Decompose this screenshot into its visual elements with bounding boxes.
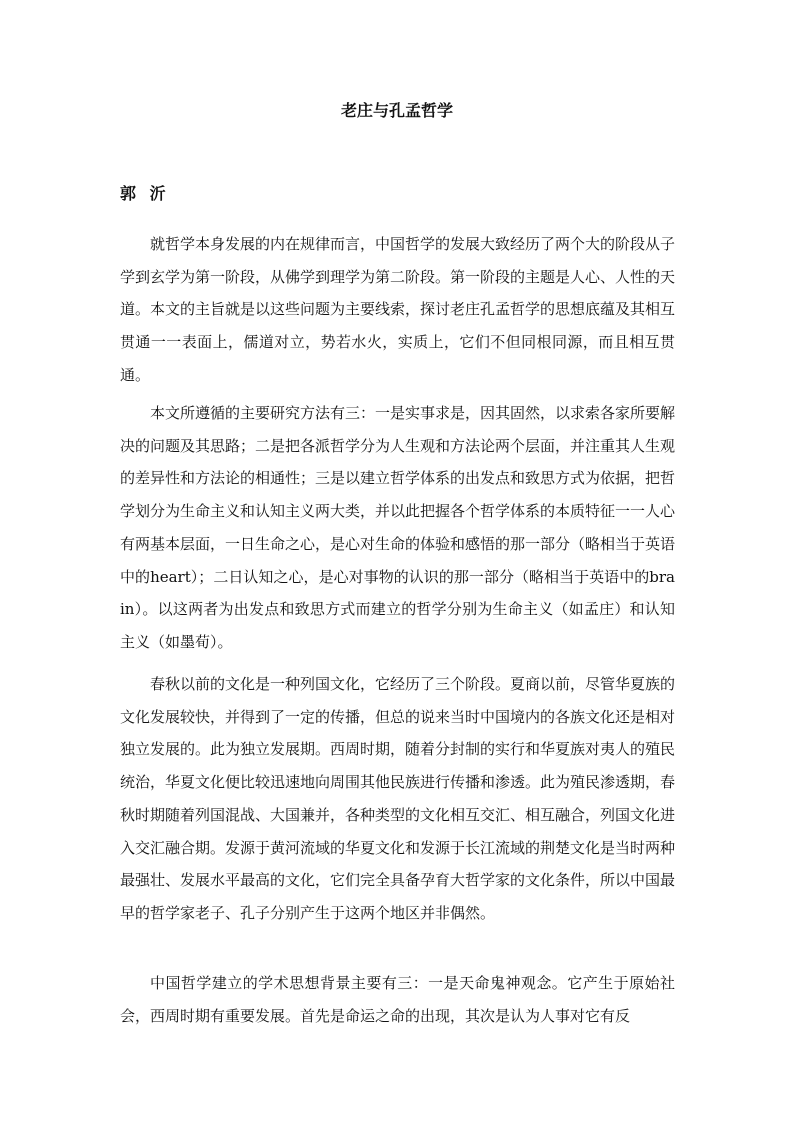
paragraph-3: 春秋以前的文化是一种列国文化，它经历了三个阶段。夏商以前，尽管华夏族的文化发展较快，并得到了一定的传播，但总的说来当时中国境内的各族文化还是相对独立发展的。此为独立发展期。西周时期，随着分封制的实行和华夏族对夷人的殖民统治，华夏文化便比较迅速地向周围其他民族进行传播和渗透。此为殖民渗透期，春秋时期随着列国混战、大国兼并，各种类型的文化相互交汇、相互融合，列国文化进入交汇融合期。发源于黄河流域的华夏文化和发源于长江流域的荆楚文化是当时两种最强壮、发展水平最高的文化，它们完全具备孕育大哲学家的文化条件，所以中国最早的哲学家老子、孔子分别产生于这两个地区并非偶然。 xyxy=(120,675,676,922)
author-name: 郭 沂 xyxy=(120,184,170,203)
paragraph-2: 本文所遵循的主要研究方法有三：一是实事求是，因其固然，以求索各家所要解决的问题及其思路；二是把各派哲学分为人生观和方法论两个层面，并注重其人生观的差异性和方法论的相通性；三是以建立哲学体系的出发点和致思方式为依据，把哲学划分为生命主义和认知主义两大类，并以此把握各个哲学体系的本质特征一一人心有两基本层面，一日生命之心，是心对生命的体验和感悟的那一部分（略相当于英语中的heart）；二日认知之心，是心对事物的认识的那一部分（略相当于英语中的brain）。以这两者为出发点和致思方式而建立的哲学分别为生命主义（如孟庄）和认知主义（如墨荀）。 xyxy=(120,404,676,651)
paragraph-4: 中国哲学建立的学术思想背景主要有三：一是天命鬼神观念。它产生于原始社会，西周时期有重要发展。首先是命运之命的出现，其次是认为人事对它有反 xyxy=(120,974,675,1025)
document-title: 老庄与孔孟哲学 xyxy=(340,101,453,120)
paragraph-1: 就哲学本身发展的内在规律而言，中国哲学的发展大致经历了两个大的阶段从子学到玄学为第一阶段，从佛学到理学为第二阶段。第一阶段的主题是人心、人性的天道。本文的主旨就是以这些问题为主要线索，探讨老庄孔孟哲学的思想底蕴及其相互贯通一一表面上，儒道对立，势若水火，实质上，它们不但同根同源，而且相互贯通。 xyxy=(120,235,676,384)
